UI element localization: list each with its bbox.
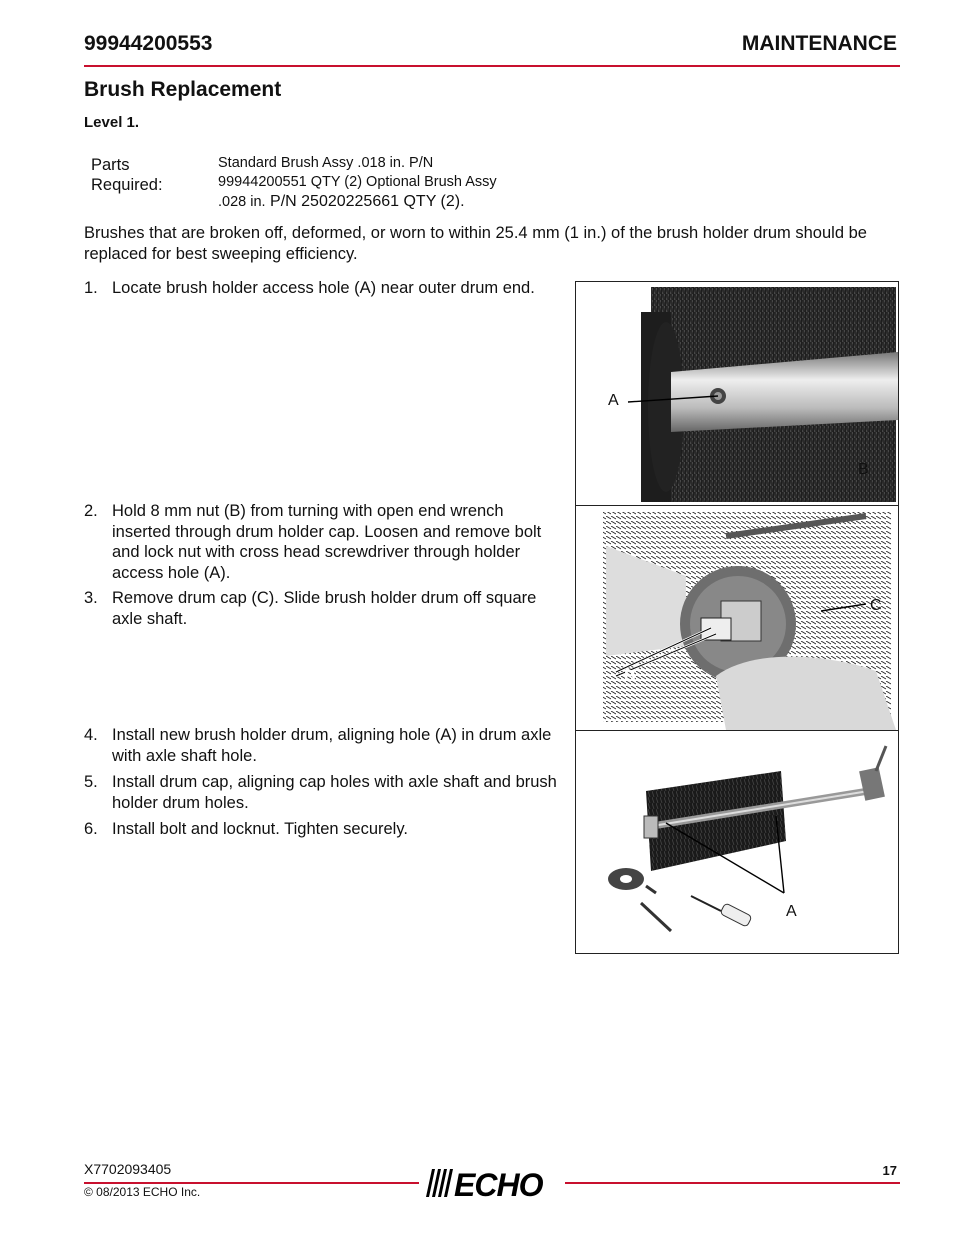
echo-logo-mark (420, 1164, 562, 1200)
callout-b-fig2: B (624, 668, 636, 685)
figure-access-hole (575, 281, 899, 506)
step-3: 3. Remove drum cap (C). Slide brush holder drum off square axle shaft. (84, 589, 537, 628)
step-1: 1. Locate brush holder access hole (A) near outer drum end. (84, 279, 535, 297)
footer-part-number: X7702093405 (84, 1161, 172, 1177)
page-number: 17 (882, 1163, 897, 1178)
footer-rule-left (84, 1182, 419, 1184)
page-title: Brush Replacement (84, 78, 282, 101)
callout-c: C (870, 597, 882, 614)
parts-line2: 99944200551 QTY (2) Optional Brush Assy (218, 174, 497, 190)
intro-paragraph: Brushes that are broken off, deformed, or worn to within 25.4 mm (1 in.) of the brush holder drum should be replaced for best sweeping efficiency. (84, 224, 867, 263)
section-title: MAINTENANCE (741, 32, 897, 55)
echo-logo-text: ECHO (454, 1167, 543, 1200)
figure-install (575, 730, 899, 954)
echo-logo (420, 1164, 562, 1200)
install-parts-photo (576, 731, 898, 953)
parts-line3: .028 in. P/N 25020225661 QTY (2). (218, 193, 465, 210)
callout-a-fig3: A (786, 903, 797, 920)
callout-a: A (608, 392, 619, 409)
parts-label-line2: Required: (91, 176, 163, 194)
footer-rule-right (565, 1182, 900, 1184)
step-4: 4. Install new brush holder drum, aligning hole (A) in drum axle with axle shaft hole. (84, 726, 552, 765)
level-label: Level 1. (84, 114, 140, 131)
callout-b: B (858, 461, 869, 478)
brush-drum-photo (576, 282, 898, 505)
document-number: 99944200553 (84, 32, 213, 55)
step-2: 2. Hold 8 mm nut (B) from turning with open end wrench inserted through drum holder cap. Loosen and remove bolt and lock nut with cross head screwdriver through holder access hole (A). (84, 502, 542, 582)
parts-required-value (218, 154, 497, 212)
header-rule (84, 65, 900, 67)
parts-required-label (91, 155, 163, 195)
figure-drum-cap (575, 505, 899, 731)
step-5: 5. Install drum cap, aligning cap holes with axle shaft and brush holder drum holes. (84, 773, 557, 812)
footer-copyright: © 08/2013 ECHO Inc. (84, 1185, 201, 1199)
parts-label-line1: Parts (91, 156, 130, 174)
parts-line1: Standard Brush Assy .018 in. P/N (218, 155, 434, 171)
drum-cap-photo (576, 506, 898, 730)
step-6: 6. Install bolt and locknut. Tighten securely. (84, 820, 408, 838)
